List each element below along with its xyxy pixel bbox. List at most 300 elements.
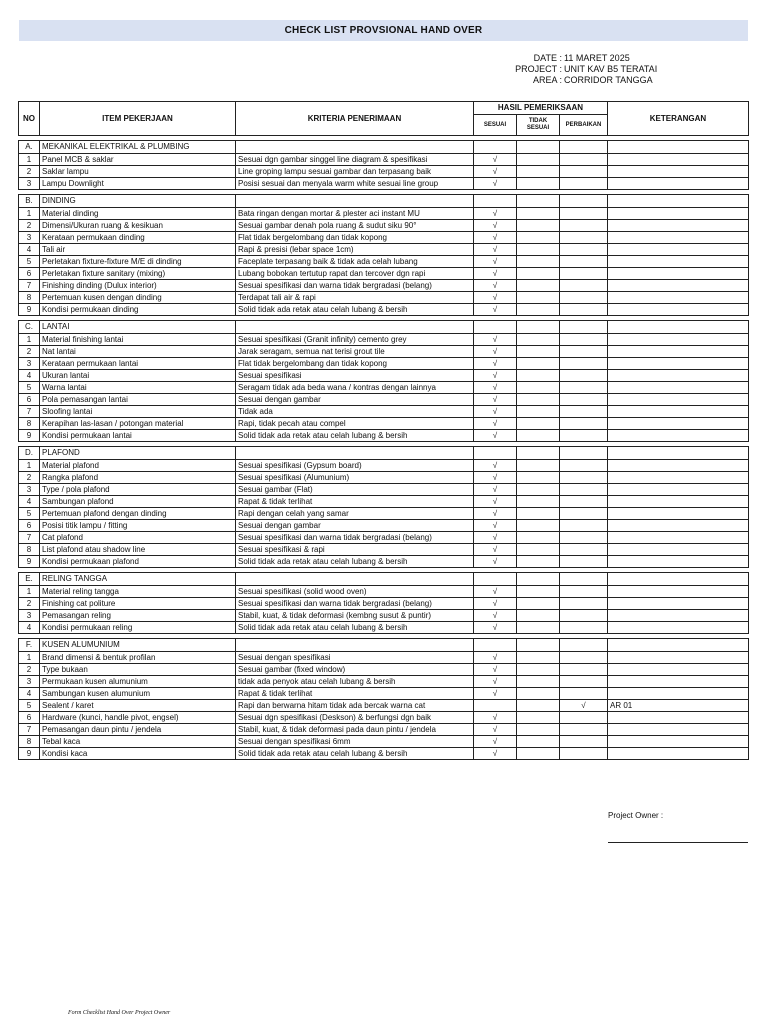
check-tidak-sesuai xyxy=(517,496,560,508)
header-keterangan: KETERANGAN xyxy=(608,102,749,136)
item-no: 6 xyxy=(19,712,40,724)
table-row xyxy=(19,304,749,316)
section-cell xyxy=(608,447,749,460)
table-row xyxy=(19,586,749,598)
table-row xyxy=(19,430,749,442)
table-row xyxy=(19,724,749,736)
table-row xyxy=(19,712,749,724)
check-sesuai xyxy=(474,700,517,712)
item-pekerjaan: Material plafond xyxy=(40,460,236,472)
item-kriteria: Flat tidak bergelombang dan tidak kopong xyxy=(236,232,474,244)
section-cell xyxy=(236,141,474,154)
item-kriteria: Sesuai dgn spesifikasi (Deskson) & berfungsi dgn baik xyxy=(236,712,474,724)
check-perbaikan xyxy=(560,394,608,406)
check-sesuai: √ xyxy=(474,220,517,232)
item-pekerjaan: Kondisi permukaan plafond xyxy=(40,556,236,568)
table-row xyxy=(19,610,749,622)
section-cell xyxy=(608,573,749,586)
check-perbaikan xyxy=(560,586,608,598)
item-no: 2 xyxy=(19,664,40,676)
check-sesuai: √ xyxy=(474,610,517,622)
section-cell xyxy=(560,447,608,460)
check-perbaikan xyxy=(560,610,608,622)
item-keterangan xyxy=(608,556,749,568)
check-tidak-sesuai xyxy=(517,688,560,700)
check-sesuai: √ xyxy=(474,232,517,244)
item-pekerjaan: Type bukaan xyxy=(40,664,236,676)
check-tidak-sesuai xyxy=(517,304,560,316)
check-sesuai: √ xyxy=(474,556,517,568)
check-sesuai: √ xyxy=(474,346,517,358)
item-pekerjaan: Finishing cat politure xyxy=(40,598,236,610)
table-row xyxy=(19,280,749,292)
item-no: 1 xyxy=(19,460,40,472)
item-pekerjaan: Posisi titik lampu / fitting xyxy=(40,520,236,532)
item-keterangan xyxy=(608,406,749,418)
table-row xyxy=(19,166,749,178)
check-sesuai: √ xyxy=(474,622,517,634)
document-meta xyxy=(480,53,680,86)
meta-date xyxy=(480,53,680,64)
check-tidak-sesuai xyxy=(517,652,560,664)
item-kriteria: Sesuai dgn gambar singgel line diagram & spesifikasi xyxy=(236,154,474,166)
item-keterangan xyxy=(608,598,749,610)
section-cell xyxy=(236,639,474,652)
check-perbaikan xyxy=(560,544,608,556)
item-pekerjaan: Pemasangan daun pintu / jendela xyxy=(40,724,236,736)
header-sesuai: SESUAI xyxy=(474,115,517,136)
table-row xyxy=(19,598,749,610)
check-tidak-sesuai xyxy=(517,586,560,598)
check-tidak-sesuai xyxy=(517,394,560,406)
item-kriteria: Stabil, kuat, & tidak deformasi (kembng susut & puntir) xyxy=(236,610,474,622)
table-row xyxy=(19,244,749,256)
check-sesuai: √ xyxy=(474,358,517,370)
item-kriteria: Rapat & tidak terlihat xyxy=(236,688,474,700)
check-sesuai: √ xyxy=(474,652,517,664)
section-cell xyxy=(474,447,517,460)
item-no: 4 xyxy=(19,688,40,700)
item-pekerjaan: Perletakan fixture-fixture M/E di dinding xyxy=(40,256,236,268)
item-keterangan xyxy=(608,544,749,556)
section-cell xyxy=(608,639,749,652)
check-tidak-sesuai xyxy=(517,664,560,676)
check-sesuai: √ xyxy=(474,268,517,280)
item-kriteria: Jarak seragam, semua nat terisi grout tile xyxy=(236,346,474,358)
item-pekerjaan: Sambungan plafond xyxy=(40,496,236,508)
check-tidak-sesuai xyxy=(517,334,560,346)
item-kriteria: Sesuai spesifikasi (Granit infinity) cemento grey xyxy=(236,334,474,346)
check-sesuai: √ xyxy=(474,724,517,736)
item-no: 7 xyxy=(19,280,40,292)
item-keterangan xyxy=(608,652,749,664)
form-footer: Form Checklist Hand Over Project Owner xyxy=(68,1010,171,1016)
check-perbaikan xyxy=(560,664,608,676)
item-pekerjaan: Kondisi permukaan dinding xyxy=(40,304,236,316)
item-no: 7 xyxy=(19,406,40,418)
header-tidak-sesuai-line2: SESUAI xyxy=(526,125,550,131)
section-cell xyxy=(608,141,749,154)
check-sesuai: √ xyxy=(474,496,517,508)
check-sesuai: √ xyxy=(474,544,517,556)
check-sesuai: √ xyxy=(474,748,517,760)
check-perbaikan xyxy=(560,520,608,532)
section-cell xyxy=(608,321,749,334)
item-pekerjaan: Permukaan kusen alumunium xyxy=(40,676,236,688)
item-kriteria: Rapi, tidak pecah atau compel xyxy=(236,418,474,430)
section-cell xyxy=(560,639,608,652)
table-row xyxy=(19,652,749,664)
item-pekerjaan: Material dinding xyxy=(40,208,236,220)
item-pekerjaan: Kerataan permukaan dinding xyxy=(40,232,236,244)
item-no: 5 xyxy=(19,508,40,520)
check-sesuai: √ xyxy=(474,208,517,220)
section-cell xyxy=(560,573,608,586)
check-sesuai: √ xyxy=(474,154,517,166)
item-pekerjaan: Cat plafond xyxy=(40,532,236,544)
table-row xyxy=(19,268,749,280)
item-keterangan xyxy=(608,712,749,724)
item-kriteria: Sesuai dengan spesifikasi xyxy=(236,652,474,664)
item-no: 9 xyxy=(19,556,40,568)
item-kriteria: Rapi dan berwarna hitam tidak ada bercak warna cat xyxy=(236,700,474,712)
item-pekerjaan: Tali air xyxy=(40,244,236,256)
check-perbaikan xyxy=(560,280,608,292)
meta-area-value: CORRIDOR TANGGA xyxy=(564,75,653,85)
check-tidak-sesuai xyxy=(517,268,560,280)
item-pekerjaan: Material reling tangga xyxy=(40,586,236,598)
item-kriteria: Sesuai spesifikasi xyxy=(236,370,474,382)
check-tidak-sesuai xyxy=(517,430,560,442)
section-cell xyxy=(517,573,560,586)
section-name: LANTAI xyxy=(40,321,236,334)
item-kriteria: Sesuai spesifikasi (Gypsum board) xyxy=(236,460,474,472)
item-keterangan xyxy=(608,232,749,244)
check-perbaikan xyxy=(560,232,608,244)
check-sesuai: √ xyxy=(474,508,517,520)
item-keterangan xyxy=(608,208,749,220)
check-tidak-sesuai xyxy=(517,748,560,760)
item-kriteria: Sesuai dengan spesifikasi 6mm xyxy=(236,736,474,748)
item-keterangan xyxy=(608,676,749,688)
check-tidak-sesuai xyxy=(517,676,560,688)
item-kriteria: Solid tidak ada retak atau celah lubang & bersih xyxy=(236,622,474,634)
check-sesuai: √ xyxy=(474,484,517,496)
section-code: A. xyxy=(19,141,40,154)
section-row xyxy=(19,573,749,586)
table-row xyxy=(19,220,749,232)
item-pekerjaan: Lampu Downlight xyxy=(40,178,236,190)
check-sesuai: √ xyxy=(474,178,517,190)
item-no: 1 xyxy=(19,652,40,664)
section-code: E. xyxy=(19,573,40,586)
item-keterangan xyxy=(608,394,749,406)
item-kriteria: Rapi & presisi (lebar space 1cm) xyxy=(236,244,474,256)
section-name: RELING TANGGA xyxy=(40,573,236,586)
item-no: 3 xyxy=(19,610,40,622)
check-sesuai: √ xyxy=(474,334,517,346)
item-kriteria: Posisi sesuai dan menyala warm white sesuai line group xyxy=(236,178,474,190)
check-sesuai: √ xyxy=(474,586,517,598)
header-tidak-sesuai-line1: TIDAK xyxy=(528,118,548,124)
check-tidak-sesuai xyxy=(517,208,560,220)
item-no: 7 xyxy=(19,532,40,544)
check-perbaikan xyxy=(560,724,608,736)
check-tidak-sesuai xyxy=(517,232,560,244)
item-kriteria: Line groping lampu sesuai gambar dan terpasang baik xyxy=(236,166,474,178)
check-perbaikan xyxy=(560,370,608,382)
item-keterangan xyxy=(608,484,749,496)
check-tidak-sesuai xyxy=(517,220,560,232)
check-sesuai: √ xyxy=(474,688,517,700)
item-keterangan xyxy=(608,610,749,622)
item-no: 8 xyxy=(19,544,40,556)
check-tidak-sesuai xyxy=(517,154,560,166)
item-no: 3 xyxy=(19,358,40,370)
check-perbaikan xyxy=(560,154,608,166)
item-keterangan xyxy=(608,736,749,748)
check-perbaikan xyxy=(560,292,608,304)
check-sesuai: √ xyxy=(474,430,517,442)
section-row xyxy=(19,195,749,208)
project-owner-label: Project Owner : xyxy=(608,811,664,820)
check-sesuai: √ xyxy=(474,676,517,688)
item-keterangan xyxy=(608,268,749,280)
check-perbaikan xyxy=(560,484,608,496)
check-tidak-sesuai xyxy=(517,256,560,268)
table-row xyxy=(19,700,749,712)
check-perbaikan xyxy=(560,418,608,430)
check-perbaikan xyxy=(560,748,608,760)
checklist-body xyxy=(19,136,749,760)
header-perbaikan: PERBAIKAN xyxy=(560,115,608,136)
check-tidak-sesuai xyxy=(517,610,560,622)
section-name: PLAFOND xyxy=(40,447,236,460)
table-row xyxy=(19,178,749,190)
item-no: 2 xyxy=(19,166,40,178)
item-pekerjaan: List plafond atau shadow line xyxy=(40,544,236,556)
meta-project-value: UNIT KAV B5 TERATAI xyxy=(564,64,658,74)
item-pekerjaan: Finishing dinding (Dulux interior) xyxy=(40,280,236,292)
check-perbaikan xyxy=(560,430,608,442)
item-keterangan xyxy=(608,166,749,178)
item-no: 5 xyxy=(19,382,40,394)
item-kriteria: Lubang bobokan tertutup rapat dan tercover dgn rapi xyxy=(236,268,474,280)
section-cell xyxy=(560,321,608,334)
item-kriteria: Rapi dengan celah yang samar xyxy=(236,508,474,520)
check-sesuai: √ xyxy=(474,394,517,406)
item-keterangan xyxy=(608,256,749,268)
item-keterangan: AR 01 xyxy=(608,700,749,712)
item-no: 2 xyxy=(19,346,40,358)
item-keterangan xyxy=(608,472,749,484)
section-cell xyxy=(474,195,517,208)
section-row xyxy=(19,141,749,154)
item-no: 8 xyxy=(19,418,40,430)
check-sesuai: √ xyxy=(474,520,517,532)
item-keterangan xyxy=(608,532,749,544)
item-no: 8 xyxy=(19,292,40,304)
check-tidak-sesuai xyxy=(517,520,560,532)
page-title: CHECK LIST PROVSIONAL HAND OVER xyxy=(19,20,748,41)
item-no: 1 xyxy=(19,334,40,346)
section-name: DINDING xyxy=(40,195,236,208)
item-kriteria: Solid tidak ada retak atau celah lubang & bersih xyxy=(236,304,474,316)
table-row xyxy=(19,544,749,556)
item-keterangan xyxy=(608,154,749,166)
item-kriteria: Sesuai spesifikasi dan warna tidak bergradasi (belang) xyxy=(236,598,474,610)
check-perbaikan xyxy=(560,220,608,232)
check-perbaikan xyxy=(560,472,608,484)
item-pekerjaan: Panel MCB & saklar xyxy=(40,154,236,166)
check-tidak-sesuai xyxy=(517,712,560,724)
section-name: KUSEN ALUMUNIUM xyxy=(40,639,236,652)
item-no: 4 xyxy=(19,244,40,256)
section-cell xyxy=(474,639,517,652)
check-tidak-sesuai xyxy=(517,178,560,190)
item-keterangan xyxy=(608,520,749,532)
section-cell xyxy=(517,447,560,460)
table-row xyxy=(19,676,749,688)
item-kriteria: Stabil, kuat, & tidak deformasi pada daun pintu / jendela xyxy=(236,724,474,736)
check-tidak-sesuai xyxy=(517,544,560,556)
check-tidak-sesuai xyxy=(517,598,560,610)
check-perbaikan xyxy=(560,508,608,520)
check-sesuai: √ xyxy=(474,280,517,292)
section-name: MEKANIKAL ELEKTRIKAL & PLUMBING xyxy=(40,141,236,154)
item-no: 2 xyxy=(19,472,40,484)
item-kriteria: Sesuai gambar (fixed window) xyxy=(236,664,474,676)
item-pekerjaan: Warna lantai xyxy=(40,382,236,394)
item-keterangan xyxy=(608,280,749,292)
check-tidak-sesuai xyxy=(517,166,560,178)
check-tidak-sesuai xyxy=(517,382,560,394)
item-no: 6 xyxy=(19,394,40,406)
section-cell xyxy=(517,195,560,208)
check-tidak-sesuai xyxy=(517,622,560,634)
section-cell xyxy=(560,141,608,154)
item-pekerjaan: Dimensi/Ukuran ruang & kesikuan xyxy=(40,220,236,232)
item-kriteria: Tidak ada xyxy=(236,406,474,418)
item-no: 1 xyxy=(19,154,40,166)
item-kriteria: Sesuai gambar (Flat) xyxy=(236,484,474,496)
item-no: 4 xyxy=(19,370,40,382)
section-code: D. xyxy=(19,447,40,460)
item-pekerjaan: Pemasangan reling xyxy=(40,610,236,622)
section-cell xyxy=(608,195,749,208)
item-no: 4 xyxy=(19,496,40,508)
item-no: 9 xyxy=(19,304,40,316)
item-keterangan xyxy=(608,382,749,394)
check-tidak-sesuai xyxy=(517,736,560,748)
table-row xyxy=(19,622,749,634)
check-sesuai: √ xyxy=(474,382,517,394)
table-row xyxy=(19,532,749,544)
table-row xyxy=(19,394,749,406)
item-keterangan xyxy=(608,334,749,346)
check-perbaikan xyxy=(560,688,608,700)
check-perbaikan xyxy=(560,256,608,268)
item-pekerjaan: Type / pola plafond xyxy=(40,484,236,496)
meta-project-label: PROJECT : xyxy=(515,64,562,74)
section-cell xyxy=(236,573,474,586)
check-perbaikan xyxy=(560,556,608,568)
table-row xyxy=(19,460,749,472)
item-kriteria: Sesuai spesifikasi dan warna tidak bergradasi (belang) xyxy=(236,532,474,544)
item-kriteria: Sesuai dengan gambar xyxy=(236,520,474,532)
item-pekerjaan: Sloofing lantai xyxy=(40,406,236,418)
item-keterangan xyxy=(608,292,749,304)
section-cell xyxy=(236,447,474,460)
item-no: 3 xyxy=(19,484,40,496)
table-row xyxy=(19,232,749,244)
table-row xyxy=(19,472,749,484)
check-tidak-sesuai xyxy=(517,700,560,712)
check-sesuai: √ xyxy=(474,460,517,472)
item-pekerjaan: Kerataan permukaan lantai xyxy=(40,358,236,370)
item-keterangan xyxy=(608,688,749,700)
table-row xyxy=(19,556,749,568)
item-keterangan xyxy=(608,496,749,508)
check-sesuai: √ xyxy=(474,370,517,382)
checklist-table xyxy=(18,101,749,760)
item-no: 2 xyxy=(19,598,40,610)
section-cell xyxy=(560,195,608,208)
table-row xyxy=(19,370,749,382)
item-kriteria: Faceplate terpasang baik & tidak ada celah lubang xyxy=(236,256,474,268)
item-no: 3 xyxy=(19,232,40,244)
check-perbaikan xyxy=(560,178,608,190)
section-row xyxy=(19,321,749,334)
item-kriteria: Bata ringan dengan mortar & plester aci instant MU xyxy=(236,208,474,220)
item-kriteria: Flat tidak bergelombang dan tidak kopong xyxy=(236,358,474,370)
signature-line xyxy=(608,842,748,843)
item-kriteria: Terdapat tali air & rapi xyxy=(236,292,474,304)
check-perbaikan xyxy=(560,346,608,358)
table-row xyxy=(19,748,749,760)
item-no: 2 xyxy=(19,220,40,232)
item-kriteria: Sesuai spesifikasi (solid wood oven) xyxy=(236,586,474,598)
check-perbaikan xyxy=(560,496,608,508)
item-pekerjaan: Kondisi kaca xyxy=(40,748,236,760)
check-perbaikan: √ xyxy=(560,700,608,712)
table-row xyxy=(19,418,749,430)
check-perbaikan xyxy=(560,676,608,688)
section-code: F. xyxy=(19,639,40,652)
table-row xyxy=(19,736,749,748)
header-tidak-sesuai xyxy=(517,115,560,136)
item-pekerjaan: Kondisi permukaan reling xyxy=(40,622,236,634)
check-sesuai: √ xyxy=(474,418,517,430)
section-cell xyxy=(517,141,560,154)
check-tidak-sesuai xyxy=(517,724,560,736)
check-perbaikan xyxy=(560,244,608,256)
meta-area-label: AREA : xyxy=(532,75,562,85)
header-kriteria-penerimaan: KRITERIA PENERIMAAN xyxy=(236,102,474,136)
item-no: 1 xyxy=(19,586,40,598)
check-tidak-sesuai xyxy=(517,418,560,430)
check-perbaikan xyxy=(560,598,608,610)
check-sesuai: √ xyxy=(474,712,517,724)
item-kriteria: Solid tidak ada retak atau celah lubang & bersih xyxy=(236,430,474,442)
table-row xyxy=(19,346,749,358)
header-hasil-pemeriksaan: HASIL PEMERIKSAAN xyxy=(474,102,608,115)
header-item-pekerjaan: ITEM PEKERJAAN xyxy=(40,102,236,136)
section-cell xyxy=(474,573,517,586)
item-no: 1 xyxy=(19,208,40,220)
section-cell xyxy=(474,141,517,154)
check-tidak-sesuai xyxy=(517,244,560,256)
